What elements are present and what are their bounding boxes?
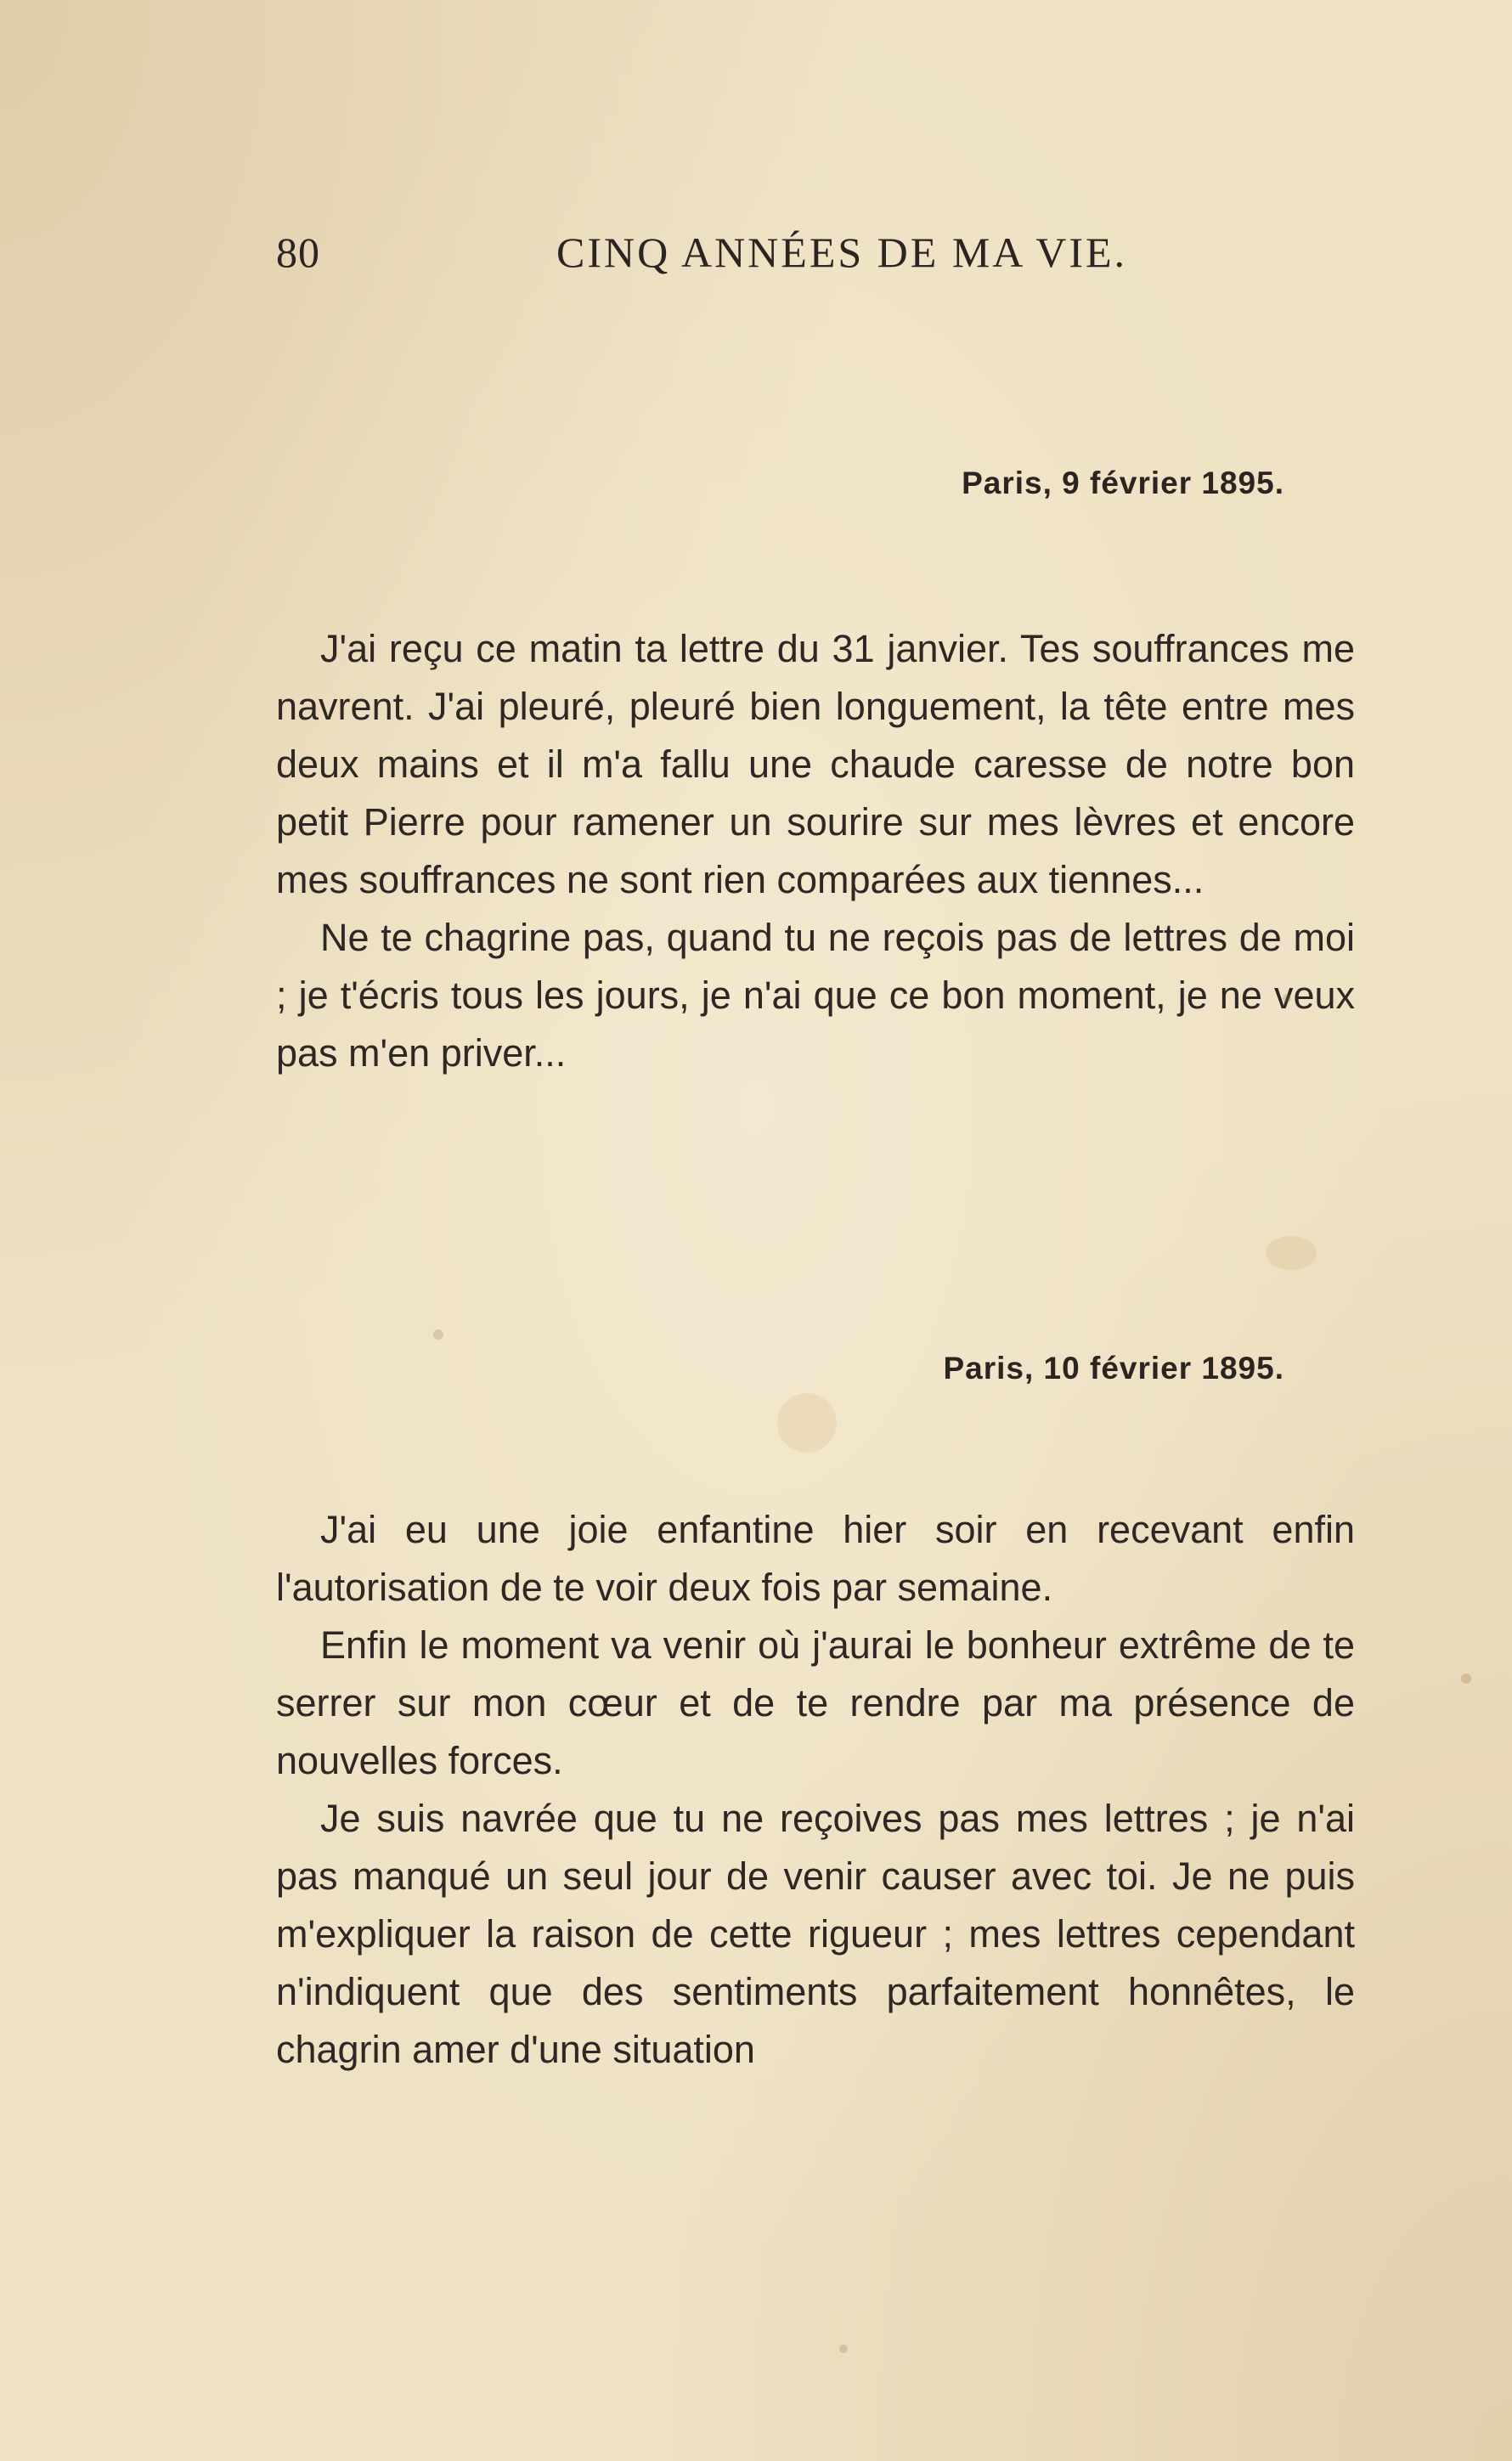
letter-body [276, 620, 1355, 1082]
paper-speck [433, 1329, 443, 1340]
paper-speck [1283, 994, 1291, 1002]
paragraph: J'ai eu une joie enfantine hier soir en recevant enfin l'autorisation de te voir deux fois par semaine. [276, 1508, 1355, 1609]
running-header [276, 228, 1363, 287]
paper-speck [1461, 1674, 1471, 1684]
running-title: CINQ ANNÉES DE MA VIE. [556, 229, 1128, 276]
letter-dateline: Paris, 10 février 1895. [943, 1351, 1284, 1386]
letter-dateline: Paris, 9 février 1895. [962, 466, 1284, 500]
paragraph: J'ai reçu ce matin ta lettre du 31 janvier. Tes souffrances me navrent. J'ai pleuré, pleuré bien longuement, la tête entre mes deux mains et il m'a fallu une chaude caresse de notre bon petit Pierre pour ramener un sourire sur mes lèvres et encore mes souffrances ne sont rien comparées aux tiennes... [276, 627, 1355, 901]
paper-stain [777, 1393, 837, 1453]
paragraph: Je suis navrée que tu ne reçoives pas mes lettres ; je n'ai pas manqué un seul jour de venir causer avec toi. Je ne puis m'expliquer la raison de cette rigueur ; mes lettres cependant n'indiquent que des sentiments parfaitement honnêtes, le chagrin amer d'une situation [276, 1797, 1355, 2071]
letter-body [276, 1501, 1355, 2079]
paper-stain [1266, 1236, 1317, 1270]
paragraph: Enfin le moment va venir où j'aurai le bonheur extrême de te serrer sur mon cœur et de te rendre par ma présence de nouvelles forces. [276, 1623, 1355, 1782]
paragraph: Ne te chagrine pas, quand tu ne reçois pas de lettres de moi ; je t'écris tous les jours, je n'ai que ce bon moment, je ne veux pas m'en priver... [276, 916, 1355, 1075]
paper-speck [839, 2345, 848, 2353]
page-number: 80 [276, 229, 320, 276]
